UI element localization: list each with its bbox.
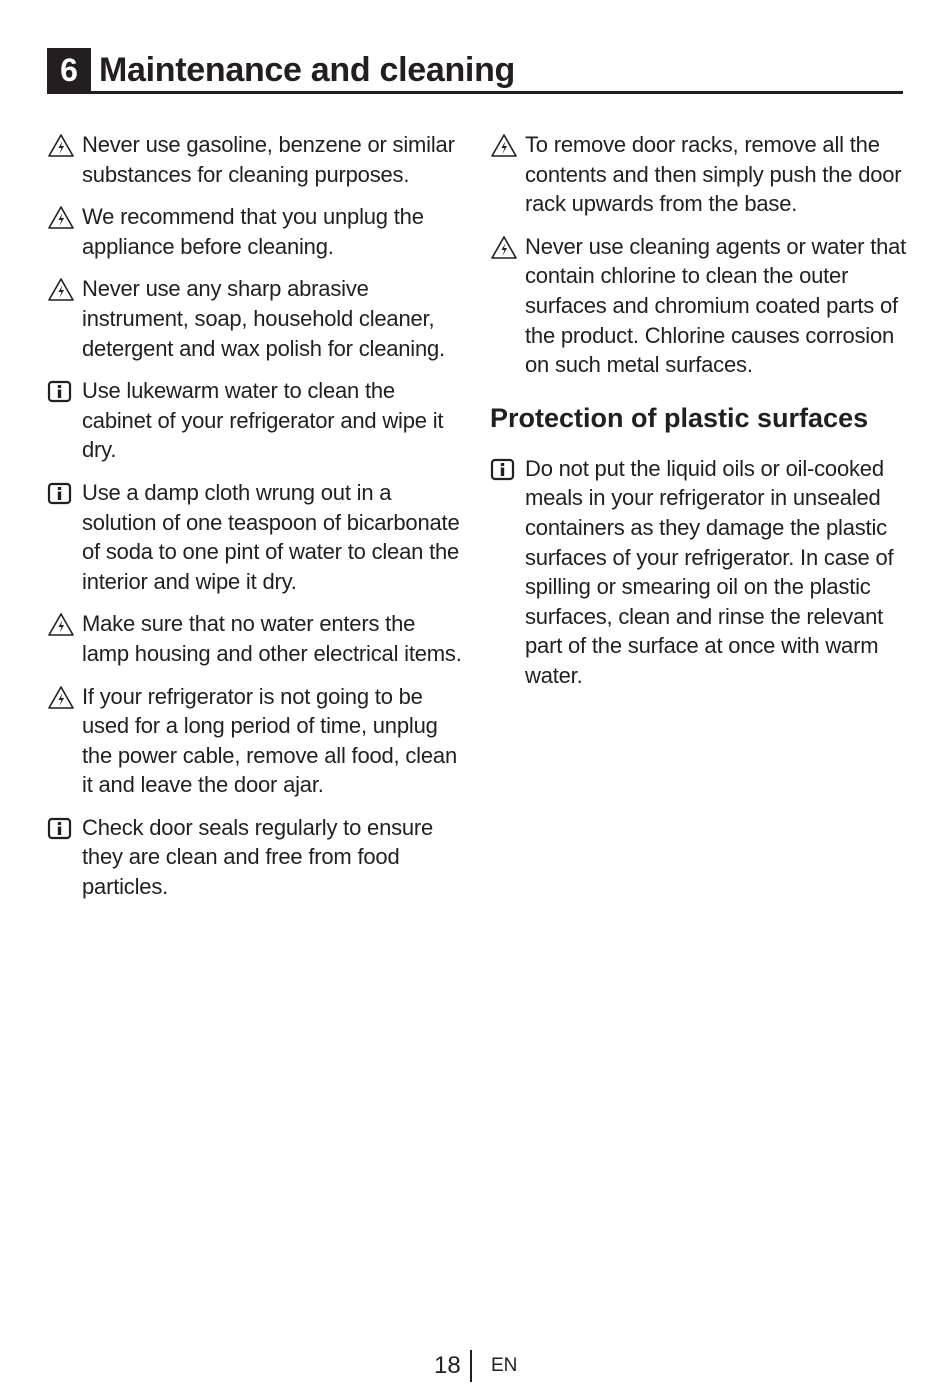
footer-divider xyxy=(470,1350,472,1382)
info-icon xyxy=(47,481,75,507)
item-text: Never use cleaning agents or water that contain chlorine to clean the outer surfaces and chromium coated parts of the product. Chlorine causes corrosion on such metal surfaces. xyxy=(525,233,907,378)
left-column xyxy=(47,130,467,915)
item-text: Make sure that no water enters the lamp housing and other electrical items. xyxy=(82,611,462,666)
item-text: Do not put the liquid oils or oil-cooked meals in your refrigerator in unsealed containers as they damage the plastic surfaces of your refrigerator. In case of spilling or smearing oil on the plastic surfaces, clean and rinse the relevant part of the surface at once with warm water. xyxy=(525,455,894,688)
list-item xyxy=(47,274,467,363)
page-footer xyxy=(0,1348,950,1384)
list-item xyxy=(47,478,467,596)
list-item xyxy=(47,202,467,261)
section-number: 6 xyxy=(47,48,91,91)
warning-icon xyxy=(47,277,75,303)
warning-icon xyxy=(47,612,75,638)
item-text: Never use gasoline, benzene or similar substances for cleaning purposes. xyxy=(82,132,455,187)
list-item xyxy=(490,130,910,219)
item-text: Use a damp cloth wrung out in a solution of one teaspoon of bicarbonate of soda to one pint of water to clean the interior and wipe it dry. xyxy=(82,479,460,594)
section-header xyxy=(47,48,903,94)
warning-icon xyxy=(47,133,75,159)
list-item xyxy=(490,454,910,691)
item-text: Never use any sharp abrasive instrument, soap, household cleaner, detergent and wax polish for cleaning. xyxy=(82,276,445,361)
list-item xyxy=(47,682,467,800)
info-icon xyxy=(47,816,75,842)
item-text: Use lukewarm water to clean the cabinet of your refrigerator and wipe it dry. xyxy=(82,378,444,463)
item-text: To remove door racks, remove all the contents and then simply push the door rack upwards from the base. xyxy=(525,132,902,217)
warning-icon xyxy=(47,685,75,711)
section-title: Maintenance and cleaning xyxy=(99,51,516,89)
right-column xyxy=(490,130,910,704)
item-text: We recommend that you unplug the appliance before cleaning. xyxy=(82,204,424,259)
warning-icon xyxy=(490,235,518,261)
info-icon xyxy=(490,457,518,483)
warning-icon xyxy=(47,205,75,231)
language-label: EN xyxy=(491,1355,518,1376)
list-item xyxy=(47,376,467,465)
list-item xyxy=(47,813,467,902)
list-item xyxy=(47,130,467,189)
item-text: If your refrigerator is not going to be used for a long period of time, unplug the power cable, remove all food, clean it and leave the door ajar. xyxy=(82,683,457,798)
list-item xyxy=(490,232,910,380)
warning-icon xyxy=(490,133,518,159)
item-text: Check door seals regularly to ensure they are clean and free from food particles. xyxy=(82,814,434,900)
subsection-title: Protection of plastic surfaces xyxy=(490,402,869,433)
page-number: 18 xyxy=(434,1352,461,1379)
info-icon xyxy=(47,379,75,405)
list-item xyxy=(47,609,467,668)
